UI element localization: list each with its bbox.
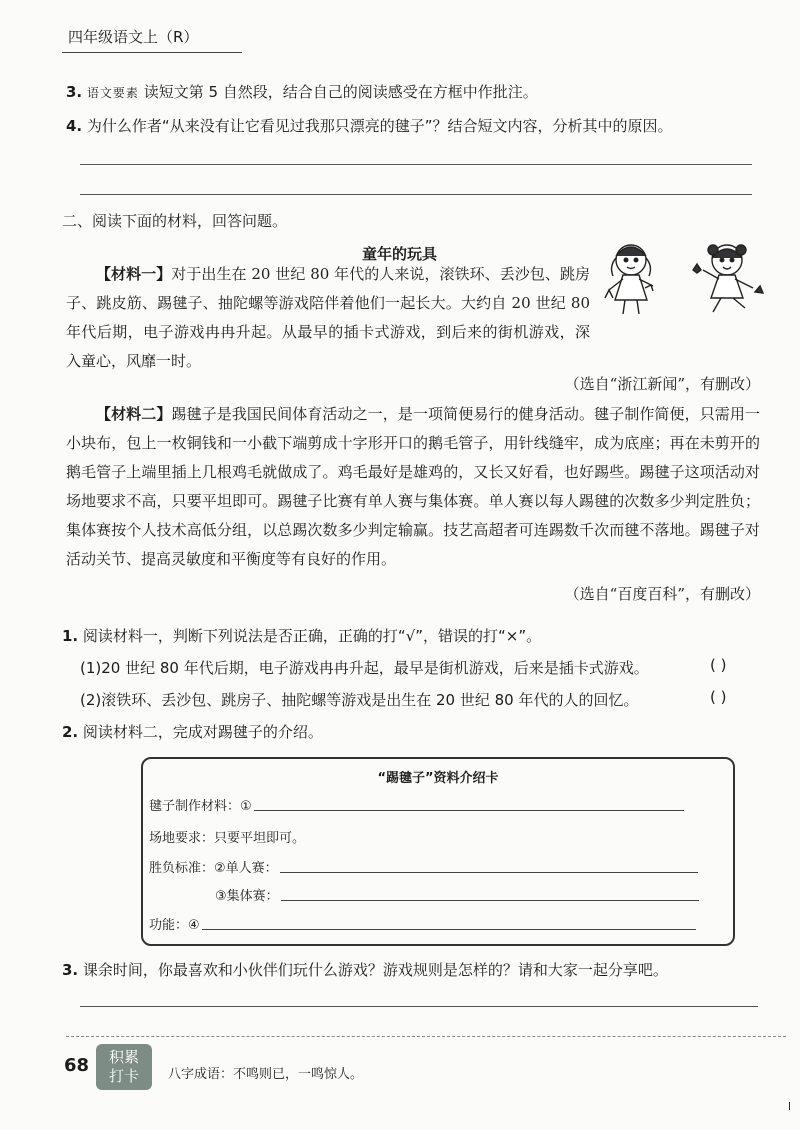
card-venue: 场地要求：只要平坦即可。 [149,831,306,846]
card-single-label: 胜负标准：②单人赛： [149,861,278,876]
info-card-title: “踢毽子”资料介绍卡 [377,771,499,786]
judgement-blank-2[interactable]: ( ) [710,688,727,706]
judgement-blank-1[interactable]: ( ) [710,656,727,674]
material-2-source: （选自“百度百科”，有删改） [564,585,760,603]
header-rule [62,52,242,53]
practice-1-text: 阅读材料一，判断下列说法是否正确，正确的打“√”，错误的打“×”。 [82,627,542,645]
accumulate-badge [96,1044,152,1090]
tag-chinese-element: 语文要素 [86,86,139,100]
practice-question-2 [62,720,323,744]
page-number: 68 [64,1055,90,1076]
margin-tick [789,1102,790,1110]
material-2-label: 【材料二】 [96,405,172,423]
practice-1-number: 1. [62,627,79,645]
question-4-number: 4. [66,117,83,135]
card-function-label: 功能：④ [149,918,200,933]
answer-line[interactable] [80,164,752,165]
children-playing-illustration [595,236,770,318]
card-material-blank[interactable] [254,810,684,811]
material-1-label: 【材料一】 [96,265,172,283]
footer-proverb: 八字成语：不鸣则已，一鸣惊人。 [168,1067,364,1082]
card-row-function [149,914,696,933]
card-row-single [149,857,698,876]
practice-question-3 [62,958,668,982]
material-2-block [66,400,760,613]
badge-bottom-text: 打卡 [108,1067,139,1085]
material-1-source-block [66,364,760,403]
card-team-blank[interactable] [281,900,699,901]
answer-line[interactable] [80,194,752,195]
practice-2-text: 阅读材料二，完成对踢毽子的介绍。 [82,723,323,741]
card-single-blank[interactable] [280,872,698,873]
info-card [141,757,735,946]
material-1-text: 对于出生在 20 世纪 80 年代的人来说，滚铁环、丢沙包、跳房子、跳皮筋、踢毽子、抽陀螺等游戏陪伴着他们一起长大。大约自 20 世纪 80 年代后期，电子游戏冉冉升起。从最早的插卡式游戏，到后来的街机游戏，深入童心，风靡一时。 [66,265,590,370]
card-team-label: ③集体赛： [215,889,279,904]
question-4-text: 为什么作者“从来没有让它看见过我那只漂亮的毽子”？结合短文内容，分析其中的原因。 [86,117,673,135]
footer-divider [66,1036,786,1037]
card-material-label: 毽子制作材料：① [149,799,252,814]
practice-3-text: 课余时间，你最喜欢和小伙伴们玩什么游戏？游戏规则是怎样的？请和大家一起分享吧。 [82,961,668,979]
question-4 [66,114,672,138]
judgement-item-1: (1)20 世纪 80 年代后期，电子游戏冉冉升起，最早是街机游戏，后来是插卡式游戏。 [80,659,649,677]
practice-question-1 [62,624,541,648]
judgement-item-2: (2)滚铁环、丢沙包、跳房子、抽陀螺等游戏是出生在 20 世纪 80 年代的人的回忆。 [80,691,639,709]
material-2-text: 踢毽子是我国民间体育活动之一，是一项简便易行的健身活动。毽子制作简便，只需用一小块布，包上一枚铜钱和一小截下端剪成十字形开口的鹅毛管子，用针线缝牢，成为底座；再在未剪开的鹅毛管子上端里插上几根鸡毛就做成了。鸡毛最好是雄鸡的，又长又好看，也好踢些。踢毽子这项活动对场地要求不高，只要平坦即可。踢毽子比赛有单人赛与集体赛。单人赛以每人踢毽的次数多少判定胜负；集体赛按个人技术高低分组，以总踢次数多少判定输赢。技艺高超者可连踢数千次而毽不落地。踢毽子对活动关节、提高灵敏度和平衡度等有良好的作用。 [66,405,760,568]
question-3-text: 读短文第 5 自然段，结合自己的阅读感受在方框中作批注。 [143,83,538,101]
practice-3-number: 3. [62,961,79,979]
grade-header: 四年级语文上（R） [68,28,199,46]
question-3 [66,80,538,105]
card-row-team [215,885,699,904]
material-1-source: （选自“浙江新闻”，有删改） [564,375,760,393]
answer-line[interactable] [80,1006,758,1007]
badge-top-text: 积累 [108,1048,139,1066]
section-2-heading: 二、阅读下面的材料，回答问题。 [62,212,288,230]
passage-title: 童年的玩具 [362,245,438,263]
card-function-blank[interactable] [202,929,696,930]
material-1-block [66,260,590,376]
question-3-number: 3. [66,83,83,101]
practice-2-number: 2. [62,723,79,741]
card-row-material [149,795,684,814]
